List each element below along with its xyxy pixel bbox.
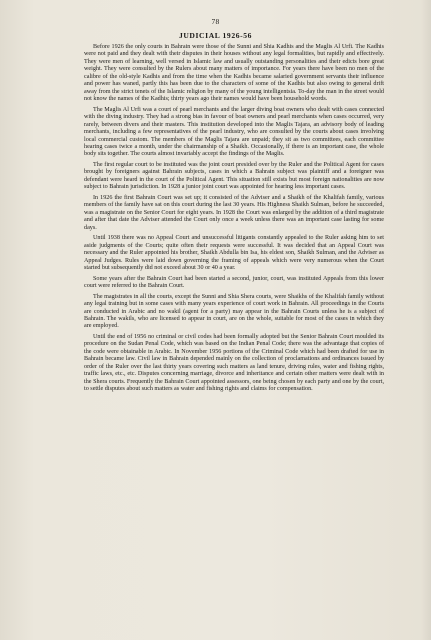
paragraph: The first regular court to be instituted was the joint court presided over by the Ruler and the Political Agent for cases brought by foreigners against Bahrain subjects, cases in which a Bahrain subject was plaintiff and a foreigner was defendant were heard in the court of the Political Agent. This situation still exists but most foreign nationalities are now subject to Bahrain jurisdiction. In 1928 a junior joint court was appointed for hearing less important cases. [84,161,384,191]
page-header: JUDICIAL 1926-56 [178,31,253,40]
paragraph: In 1926 the first Bahrain Court was set up; it consisted of the Adviser and a Shaikh of the Khalifah family, various members of the family have sat on this court during the last 30 years. His Highness Shaikh Sulman, before he succeeded, was a magistrate on the Senior Court for eight years. In 1928 the Court was enlarged by the addition of a third magistrate and after that date the Adviser attended the Court only once a week unless there was an important case lasting for some days. [84,194,384,231]
paragraph: The Maglis Al Urfi was a court of pearl merchants and the larger diving boat owners who dealt with cases connected with the diving industry. They had a strong bias in favour of boat owners and pearl merchants when cases occurred, very rarely, between divers and their masters. This institution developed into the Maglis Tajara, an advisory body of leading merchants, including a few representatives of the pearl industry, who are consulted by the courts about cases involving local commercial custom. The members of the Maglis Tajara are unpaid; they sit as two committees, each committee hearing cases twice a month, under the chairmanship of a Shaikh. Occasionally, if there is an important case, the whole body sits together. The courts almost invariably accept the findings of the Maglis. [84,106,384,158]
paragraph: The magistrates in all the courts, except the Sunni and Shia Shera courts, were Shaikhs of the Khalifah family without any legal training but in some cases with many years experience of court work in Bahrain. All proceedings in the Courts are conducted in Arabic and no wakil (agent for a party) may appear in the Bahrain Courts unless he is a subject of Bahrain. The wakils, who are licensed to appear in court, are on the whole, suitable for most of the cases in which they are employed. [84,293,384,330]
paragraph: Until 1938 there was no Appeal Court and unsuccessful litigants constantly appealed to the Ruler asking him to set aside judgments of the Courts; quite often their requests were successful. It was decided that an Appeal Court was necessary and the Ruler appointed his brother, Shaikh Abdulla bin Isa, his eldest son, Shaikh Sulman, and the Adviser as Appeal Judges. Rules were laid down governing the framing of appeals which were very numerous when the Court started but subsequently did not exceed about 30 or 40 a year. [84,235,384,272]
paragraph: Some years after the Bahrain Court had been started a second, junior, court, was instituted Appeals from this lower court were referred to the Bahrain Court. [84,275,384,290]
paragraph: Before 1926 the only courts in Bahrain were those of the Sunni and Shia Kadhis and the Maglis Al Urfi. The Kadhis were not paid and they dealt with their disputes in their houses without any legal formalities, but rapidly and effectively. They were men of learning, well versed in Islamic law and usually outstanding personalities and their edicts bore great weight. They were consulted by the Rulers about many matters of importance. For years there have been no men of the calibre of the old-style Kadhis and from the time when the Kadhis became salaried government servants their influence and power has waned, partly this has been due to the characters of some of the Kadhis but also owing to general drift away from the strict tenets of the Islamic religion by many of the young intelligentsia. To-day the man in the street would not know the names of the Kadhis; thirty years ago their names would have been household words. [84,44,384,103]
paragraph: Until the end of 1956 no criminal or civil codes had been formally adopted but the Senior Bahrain Court moulded its procedure on the Sudan Penal Code, which was based on the Indian Penal Code; there was the advantage that copies of the code were obtainable in Arabic. In November 1956 portions of the Criminal Code which had been drafted for use in Bahrain became law. Civil law in Bahrain depended mainly on the collection of proclamations and ordinances issued by order of the Ruler over the last thirty years covering such matters as land tenure, driving rules, water and fishing rights, traffic laws, etc., etc. Disputes concerning marriage, divorce and inheritance and certain other matters were dealt with in the Shera courts. Frequently the Bahrain Court appointed assessors, one being chosen by each party and one by the court, to settle disputes about such matters as water and fishing rights and claims for compensation. [84,333,384,393]
body-text [84,44,384,397]
page-number: 78 [211,17,220,26]
page-edge-shadow [421,0,431,640]
